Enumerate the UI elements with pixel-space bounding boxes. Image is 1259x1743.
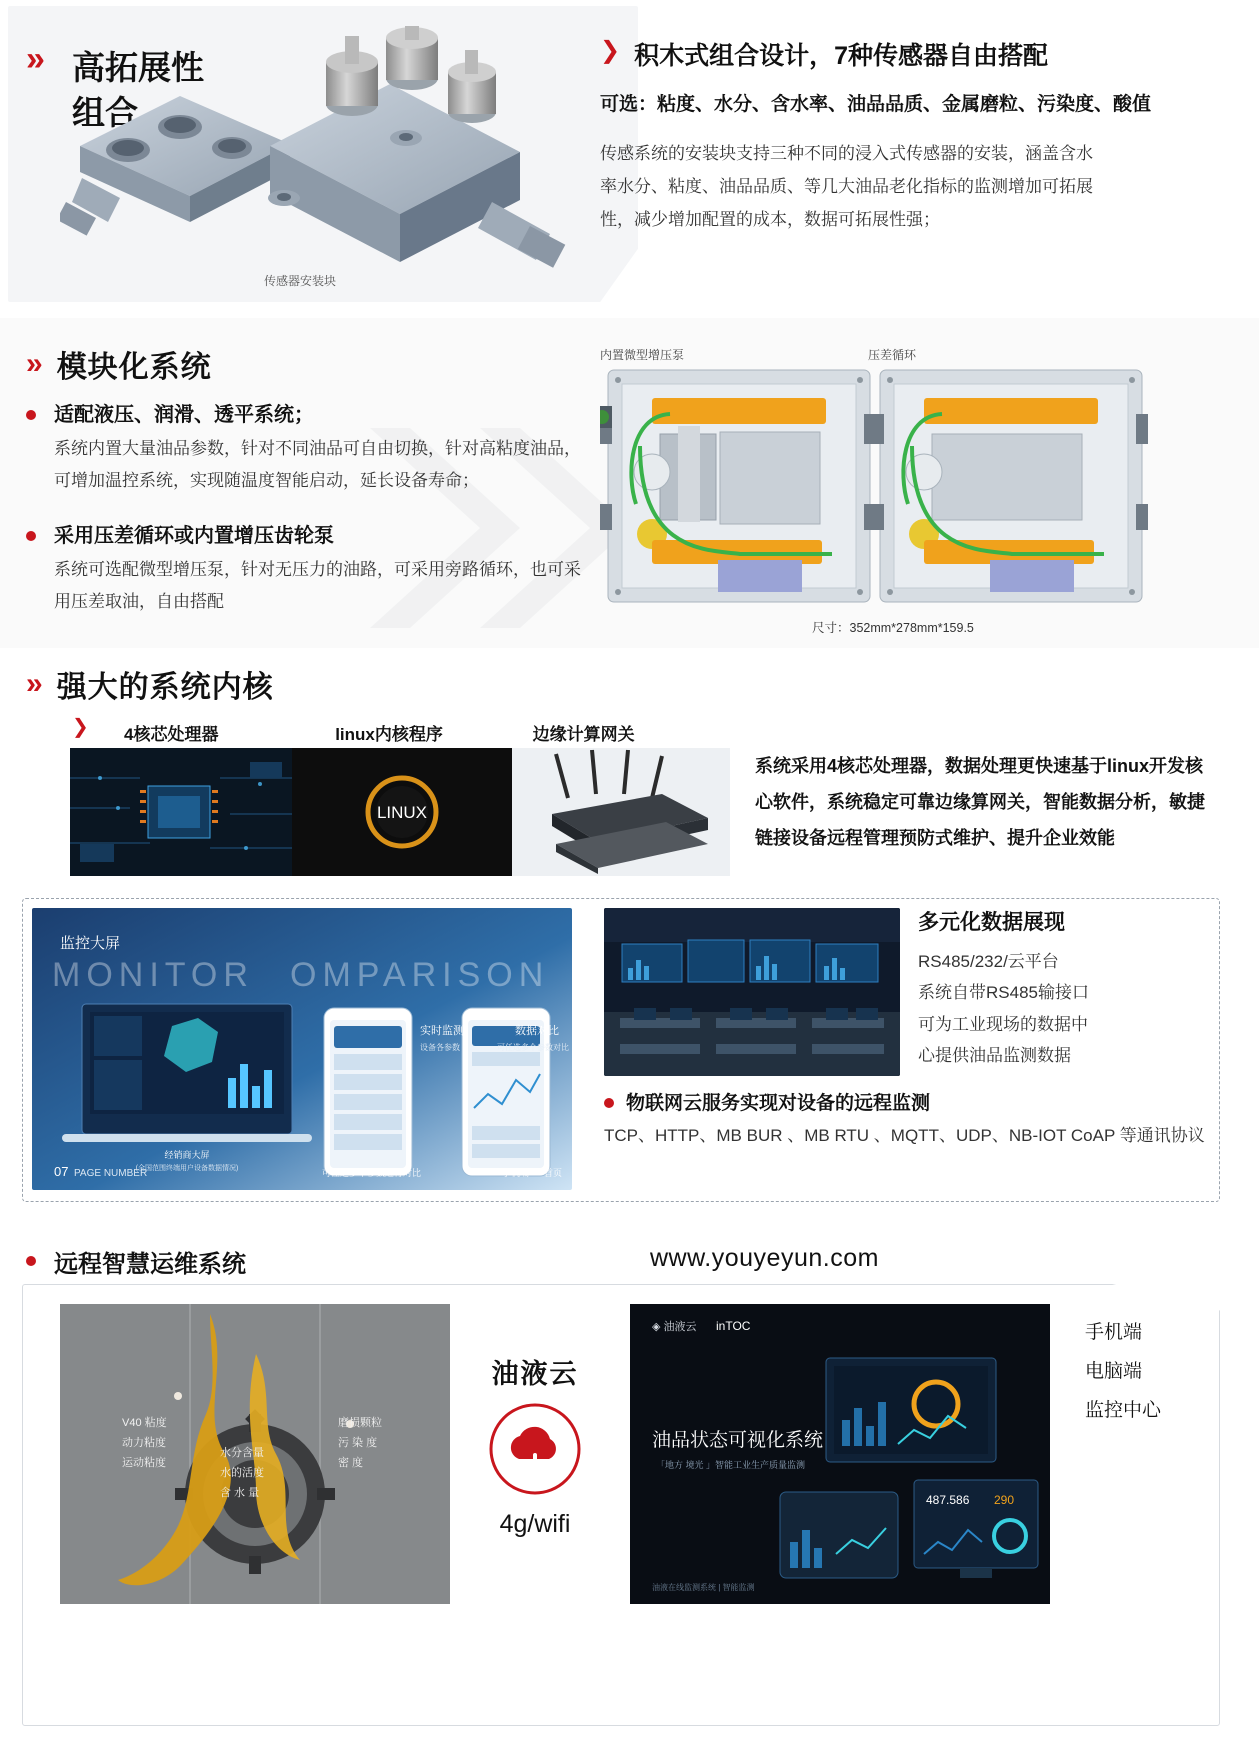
control-room-image	[604, 908, 900, 1076]
svg-text:数据对比: 数据对比	[515, 1025, 559, 1037]
gateway-image	[512, 748, 730, 876]
section2-item1-body: 系统可选配微型增压泵，针对无压力的油路，可采用旁路循环，也可采用压差取油，自由搭配	[54, 559, 581, 611]
bullet-icon	[26, 398, 36, 497]
cpu-board-image	[70, 748, 292, 876]
svg-text:运动粘度: 运动粘度	[122, 1457, 166, 1469]
section4-title: 远程智慧运维系统	[54, 1251, 246, 1278]
svg-text:可任选多个参数进行对比: 可任选多个参数进行对比	[322, 1168, 422, 1178]
visualization-system-image	[630, 1304, 1050, 1604]
section-remote-ops	[0, 1222, 1259, 1743]
svg-text:OMPARISON: OMPARISON	[290, 956, 550, 994]
data-display-panel	[918, 906, 1218, 1072]
svg-text:487.586: 487.586	[926, 1493, 970, 1507]
section3-body: 系统采用4核芯处理器，数据处理更快速基于linux开发核心软件，系统稳定可靠边缘算网关，智能数据分析，敏捷链接设备远程管理预防式维护、提升企业效能	[755, 756, 1205, 848]
section1-heading-line1: 高拓展性	[72, 49, 204, 86]
device-interior-illustration	[600, 354, 1240, 622]
cloud-upload-icon	[489, 1403, 581, 1495]
svg-text:inTOC: inTOC	[716, 1319, 751, 1333]
list-item	[26, 519, 596, 618]
svg-text:首页: 首页	[544, 1168, 563, 1178]
data-display-line1: RS485/232/云平台	[918, 952, 1059, 971]
section2-item0-heading: 适配液压、润滑、透平系统；	[54, 404, 314, 426]
section4-title-row	[26, 1244, 246, 1279]
device-label-left: 内置微型增压泵	[600, 348, 685, 362]
data-display-line3: 可为工业现场的数据中	[918, 1014, 1088, 1034]
svg-text:实时监测: 实时监测	[420, 1025, 464, 1037]
svg-text:含 水 量: 含 水 量	[220, 1487, 260, 1499]
svg-text:污 染 度: 污 染 度	[338, 1437, 378, 1449]
section1-right-title: 积木式组合设计，7种传感器自由搭配	[634, 42, 1049, 70]
section1-right-body: 传感系统的安装块支持三种不同的浸入式传感器的安装，涵盖含水率水分、粘度、油品品质、等几大油品老化指标的监测增加可拓展性，减少增加配置的成本，数据可拓展性强；	[600, 143, 1093, 230]
monitor-dashboard-image	[32, 908, 572, 1190]
svg-text:「地方 境光 」智能工业生产质量监测: 「地方 境光 」智能工业生产质量监测	[656, 1460, 806, 1470]
section1-right-title-row	[600, 36, 1240, 72]
section3-label-row	[70, 720, 730, 745]
section2-item1-heading: 采用压差循环或内置增压齿轮泵	[54, 524, 334, 547]
device-label-right: 压差循环	[868, 348, 917, 362]
endpoint-control-center: 监控中心	[1085, 1399, 1162, 1421]
svg-text:07: 07	[54, 1164, 69, 1179]
linux-image	[292, 748, 512, 876]
connectivity-label: 4g/wifi	[499, 1510, 571, 1538]
sensor-block-caption: 传感器安装块	[264, 274, 337, 288]
iot-protocol-list: TCP、HTTP、MB BUR 、MB RTU 、MQTT、UDP、NB-IOT CoAP 等通讯协议	[604, 1126, 1205, 1145]
section-modular-system	[0, 318, 1259, 648]
oil-cloud-block	[470, 1352, 600, 1539]
svg-text:油液在线监测系统 | 智能监测: 油液在线监测系统 | 智能监测	[652, 1583, 755, 1592]
svg-text:LINUX: LINUX	[376, 803, 428, 822]
svg-text:PAGE NUMBER: PAGE NUMBER	[74, 1168, 148, 1179]
iot-heading: 物联网云服务实现对设备的远程监测	[626, 1093, 931, 1114]
core-label-gateway: 边缘计算网关	[532, 725, 635, 744]
bullet-icon	[26, 1253, 36, 1271]
endpoint-pc: 电脑端	[1085, 1360, 1143, 1382]
double-chevron-icon: »	[26, 347, 39, 380]
section2-item0-body: 系统内置大量油品参数，针对不同油品可自由切换，针对高粘度油品，可增加温控系统，实现随温度智能启动，延长设备寿命；	[54, 439, 581, 490]
svg-text:V40 粘度: V40 粘度	[122, 1417, 167, 1429]
section2-title: 模块化系统	[56, 351, 212, 384]
svg-text:(全国范围终端用户设备数据情况): (全国范围终端用户设备数据情况)	[135, 1165, 239, 1172]
sensor-block-illustration	[60, 26, 600, 296]
svg-text:密 度: 密 度	[338, 1457, 364, 1469]
website-url[interactable]: www.youyeyun.com	[650, 1244, 879, 1272]
chevron-right-icon: ❯	[600, 37, 621, 64]
section3-title: 强大的系统内核	[56, 671, 274, 704]
double-chevron-icon: »	[26, 40, 41, 78]
svg-text:监控大屏: 监控大屏	[60, 935, 121, 952]
svg-text:动力粘度: 动力粘度	[122, 1437, 166, 1449]
svg-text:290: 290	[994, 1493, 1015, 1507]
core-label-linux: linux内核程序	[335, 725, 443, 744]
oil-gear-image	[60, 1304, 450, 1604]
svg-text:油品状态可视化系统: 油品状态可视化系统	[652, 1430, 824, 1451]
svg-text:手机端: 手机端	[502, 1168, 530, 1178]
endpoint-list	[1085, 1314, 1161, 1431]
svg-text:经销商大屏: 经销商大屏	[164, 1150, 210, 1160]
iot-heading-row	[604, 1088, 1218, 1115]
section3-title-row	[26, 662, 274, 706]
section-system-core	[0, 648, 1259, 1248]
section1-sensor-options: 可选：粘度、水分、含水率、油品品质、金属磨粒、污染度、酸值	[600, 94, 1152, 115]
endpoint-mobile: 手机端	[1085, 1322, 1143, 1343]
core-label-cpu: 4核芯处理器	[124, 725, 219, 744]
device-dimension-label: 尺寸：352mm*278mm*159.5	[812, 621, 974, 635]
chevron-right-icon: ❯	[72, 716, 89, 738]
svg-text:设备各参数: 设备各参数	[420, 1043, 460, 1052]
list-item	[26, 398, 596, 497]
svg-text:水的活度: 水的活度	[220, 1467, 264, 1479]
double-chevron-icon: »	[26, 667, 39, 700]
svg-text:MONITOR: MONITOR	[52, 956, 254, 994]
bullet-icon	[26, 519, 36, 618]
section3-image-strip	[70, 748, 730, 876]
svg-text:磨损颗粒: 磨损颗粒	[338, 1417, 382, 1429]
section1-right-col	[600, 36, 1240, 236]
svg-text:水分含量: 水分含量	[220, 1447, 264, 1459]
section1-heading-line2: 组合	[72, 93, 138, 131]
data-display-title: 多元化数据展现	[918, 911, 1065, 934]
cloud-service-name: 油液云	[491, 1359, 579, 1389]
section-extensibility	[0, 0, 1259, 310]
svg-text:可任选多个参数对比: 可任选多个参数对比	[497, 1043, 569, 1052]
bullet-icon	[604, 1088, 614, 1113]
section2-title-row	[26, 342, 212, 386]
svg-text:◈ 油液云: ◈ 油液云	[652, 1321, 697, 1333]
data-display-line4: 心提供油品监测数据	[918, 1046, 1071, 1066]
data-display-line2: 系统自带RS485输接口	[918, 983, 1089, 1003]
section2-bullet-list	[26, 398, 596, 640]
